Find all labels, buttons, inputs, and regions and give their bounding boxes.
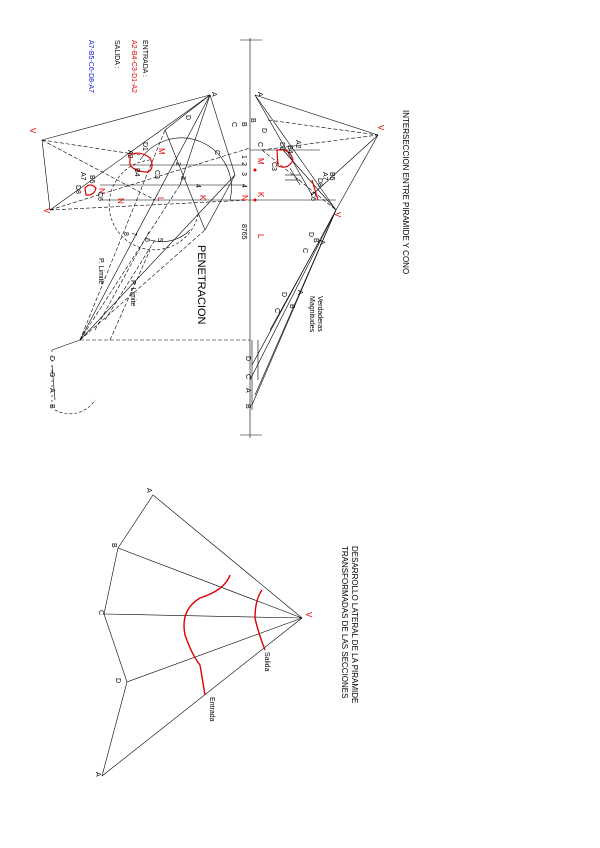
label-M-left: M [157, 148, 166, 155]
label-A-limit: A [48, 388, 55, 393]
verdaderas-line1: Verdaderas [316, 296, 323, 332]
label-D8-l: D8 [74, 185, 81, 194]
label-4-l: 4 [194, 184, 201, 188]
label-6-l: 6 [143, 238, 150, 242]
label-C6-l: C6 [96, 192, 103, 201]
label-3: 3 [240, 172, 247, 176]
label-B-top: B [249, 118, 256, 123]
p-limite-2: P. Limite [97, 258, 104, 285]
dev-title-2: TRANSFORMADAS DE LAS SECCIONES [340, 546, 349, 699]
dev-label-salida: Salida [263, 652, 270, 672]
label-1: 1 [240, 155, 247, 159]
label-A7-r: A7 [321, 172, 328, 181]
label-V-right: V [376, 125, 385, 131]
label-D-limit: D [48, 356, 55, 362]
label-D-tm: D [307, 232, 314, 238]
label-K-left: K [198, 195, 207, 201]
label-C-limit: C [48, 372, 55, 378]
entrada-seq: A2-B4-C3-D1-A2 [130, 40, 137, 93]
label-D1-r: D1 [278, 142, 285, 151]
label-V-left: V [28, 128, 37, 134]
text-blocks [87, 40, 410, 333]
label-N-mid: N [97, 188, 106, 194]
dev-label-D: D [114, 678, 121, 684]
label-3-l: 3 [179, 176, 186, 180]
salida-label: SALIDA : [113, 40, 120, 69]
label-2-l: 2 [174, 162, 181, 166]
label-C-base: C [244, 374, 251, 380]
label-D-top: D [260, 128, 267, 134]
top-view [42, 38, 378, 438]
label-B-tm2: B [288, 304, 295, 309]
label-A-left: A [210, 92, 217, 97]
verdaderas-line2: Magnitudes [308, 296, 315, 333]
label-C-top: C [256, 142, 263, 148]
label-D-left: D [184, 115, 191, 121]
label-A-tm: A [318, 240, 325, 245]
entrada-label: ENTRADA : [141, 40, 148, 77]
label-C-tm2: C [273, 308, 280, 314]
title-interseccion: INTERSECCION ENTRE PIRAMIDE Y CONO [401, 110, 410, 275]
label-B5-l: B5 [88, 175, 95, 184]
development-labels [94, 488, 359, 777]
dev-label-B: B [110, 543, 117, 548]
label-A2-l: A2 [126, 150, 133, 159]
label-K: K [256, 192, 265, 198]
label-V-left2: V [42, 208, 51, 214]
label-C-tm: C [301, 248, 308, 254]
penetracion-title: PENETRACION [195, 245, 207, 325]
label-V-right2: V [333, 212, 342, 218]
label-A-tm2: A [296, 290, 303, 295]
label-D-tm2: D [280, 292, 287, 298]
label-C-mid: C [213, 150, 220, 156]
dev-label-A1: A [145, 488, 152, 493]
label-C-left: C [230, 122, 237, 128]
label-A7-l: A7 [79, 172, 86, 181]
label-B-left: B [240, 122, 247, 127]
salida-seq: A7-B5-C6-D8-A7 [87, 40, 94, 93]
label-7-l: 7 [130, 232, 137, 236]
label-N-left: N [116, 198, 125, 204]
red-sections [85, 150, 318, 200]
label-C3-r: C3 [270, 162, 277, 171]
dev-label-V: V [304, 612, 313, 618]
label-B5-r: B5 [328, 172, 335, 181]
label-L: L [256, 234, 265, 239]
p-limite-1: P. Limite [129, 280, 136, 307]
label-A-base: A [244, 388, 251, 393]
label-A-top: A [256, 92, 263, 97]
development-view [102, 495, 302, 776]
label-B4-l: B4 [133, 168, 140, 177]
label-C3-l: C3 [153, 170, 160, 179]
label-D-base: D [244, 356, 251, 362]
label-5-l: 5 [156, 238, 163, 242]
label-A2-r: A2 [294, 140, 301, 149]
label-B-limit: B [48, 404, 55, 409]
dev-label-entrada: Entrada [208, 697, 215, 722]
label-2: 2 [240, 162, 247, 166]
label-8765: 8765 [240, 224, 247, 240]
label-L-left: L [156, 197, 165, 202]
label-D8-r: D8 [316, 178, 323, 187]
dev-label-A2: A [94, 772, 101, 777]
label-D1-l: D1 [141, 142, 148, 151]
label-B-base: B [244, 404, 251, 409]
label-B-tm: B [312, 238, 319, 243]
label-B4-r: B4 [286, 145, 293, 154]
label-4: 4 [240, 184, 247, 188]
development-curves [184, 575, 265, 695]
dev-label-C: C [97, 610, 104, 616]
label-M: M [256, 158, 265, 165]
label-8-l: 8 [122, 232, 129, 236]
dev-title-1: DESARROLLO LATERAL DE LA PIRAMIDE [350, 546, 359, 704]
label-C6-r: C6 [309, 192, 316, 201]
label-N-axis: N [240, 195, 249, 201]
